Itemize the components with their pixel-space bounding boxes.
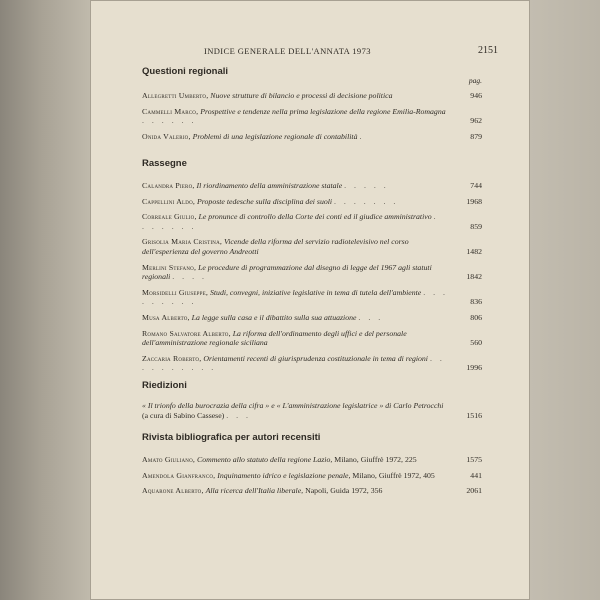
entry-title: Prospettive e tendenze nella prima legislazione della regione Emilia-Romagna bbox=[200, 106, 446, 116]
entry-page: 879 bbox=[470, 131, 482, 141]
index-entry: Calandra Piero, Il riordinamento della amministrazione statale . . . . . 744 bbox=[142, 181, 482, 190]
section-title: Rassegne bbox=[142, 158, 187, 169]
entry-page: 859 bbox=[470, 221, 482, 231]
section-rivista-bibliografica bbox=[142, 432, 482, 502]
entry-title: Le procedure di programmazione dal disegno di legge del 1967 agli statuti regionali bbox=[142, 262, 432, 282]
entry-title: Vicende della riforma del servizio radiotelevisivo nel corso dell'esperienza del governo Andreotti bbox=[142, 237, 409, 256]
section-riedizioni bbox=[142, 380, 482, 426]
index-entry bbox=[142, 455, 482, 465]
entry-author: Allegretti Umberto, bbox=[142, 91, 209, 100]
entry-author: Aquarone Alberto, bbox=[142, 486, 204, 496]
entry-author: Amato Giuliano, bbox=[142, 455, 196, 464]
entry-title: « Il trionfo della burocrazia della cifra » e « L'amministrazione legislatrice » di Carlo Petrocchi bbox=[142, 401, 444, 410]
index-entry bbox=[142, 237, 482, 256]
entry-author: Musa Alberto, bbox=[142, 312, 190, 322]
entry-title: Il riordinamento della amministrazione statale bbox=[196, 181, 343, 190]
entry-author: Onida Valerio, bbox=[142, 131, 191, 141]
page-edge bbox=[530, 0, 600, 600]
entry-tail: (a cura di Sabino Cassese) bbox=[142, 410, 225, 420]
entry-author: Romano Salvatore Alberto, bbox=[142, 328, 231, 338]
entry-title: Commento allo statuto della regione Lazio, bbox=[197, 455, 333, 464]
index-entry bbox=[142, 486, 482, 496]
entry-title: Le pronunce di controllo della Corte dei conti ed il giudice amministrativo bbox=[198, 212, 432, 222]
pag-label: pag. bbox=[468, 76, 482, 85]
entry-author: Correale Giulio, bbox=[142, 212, 197, 222]
entry-title: La riforma dell'ordinamento degli uffici e del personale dell'amministrazione regionale siciliana bbox=[142, 328, 407, 348]
section-title: Questioni regionali bbox=[142, 66, 229, 77]
entry-page: 560 bbox=[470, 338, 482, 348]
header-title: INDICE GENERALE DELL'ANNATA 1973 bbox=[204, 46, 371, 56]
index-entry: Onida Valerio, Problemi di una legislazione regionale di contabilità . 879 bbox=[142, 131, 482, 141]
entry-title: La legge sulla casa e il dibattito sulla sua attuazione bbox=[191, 312, 357, 322]
entry-title: Studi, convegni, iniziative legislative in tema di tutela dell'ambiente bbox=[209, 287, 422, 297]
index-entry: Cammelli Marco, Prospettive e tendenze nella prima legislazione della regione Emilia-Romagna . . . . . . 962 bbox=[142, 106, 482, 126]
entry-author: Amendola Gianfranco, bbox=[142, 470, 216, 480]
index-entry bbox=[142, 471, 482, 481]
entry-author: Merlini Stefano, bbox=[142, 262, 197, 272]
entry-page: 2061 bbox=[466, 486, 482, 496]
entry-title: Problemi di una legislazione regionale di contabilità bbox=[192, 131, 358, 141]
entry-page: 1575 bbox=[466, 455, 482, 464]
entry-page: 962 bbox=[470, 116, 482, 126]
index-page bbox=[90, 0, 530, 600]
index-entry: Morsidelli Giuseppe, Studi, convegni, iniziative legislative in tema di tutela dell'ambiente . . . . . . . . . 836 bbox=[142, 287, 482, 307]
entry-page: 836 bbox=[470, 297, 482, 307]
index-entry: Merlini Stefano, Le procedure di programmazione dal disegno di legge del 1967 agli statuti regionali . . . . 1842 bbox=[142, 262, 482, 282]
entry-page: 1482 bbox=[466, 246, 482, 256]
entry-page: 1516 bbox=[466, 410, 482, 420]
index-entry: Musa Alberto, La legge sulla casa e il dibattito sulla sua attuazione . . . 806 bbox=[142, 312, 482, 322]
entry-author: Grisolia Maria Cristina, bbox=[142, 237, 223, 247]
index-entry: « Il trionfo della burocrazia della cifra » e « L'amministrazione legislatrice » di Carlo Petrocchi (a cura di Sabino Cassese) . . . 1516 bbox=[142, 401, 482, 420]
entry-page: 1842 bbox=[466, 272, 482, 282]
entry-author: Calandra Piero, bbox=[142, 181, 195, 190]
entry-title: Orientamenti recenti di giurisprudenza costituzionale in tema di regioni bbox=[203, 353, 428, 363]
entry-title: Nuove strutture di bilancio e processi di decisione politica bbox=[210, 91, 393, 100]
section-title: Riedizioni bbox=[142, 380, 187, 391]
entry-page: 744 bbox=[470, 181, 482, 190]
section-rassegne bbox=[142, 158, 482, 379]
entry-page: 1996 bbox=[466, 363, 482, 373]
index-entry bbox=[142, 329, 482, 348]
section-questioni-regionali bbox=[142, 66, 482, 147]
entry-author: Cappellini Aldo, bbox=[142, 196, 196, 206]
index-entry: Correale Giulio, Le pronunce di controllo della Corte dei conti ed il giudice amministrativo . . . . . . . 859 bbox=[142, 212, 482, 231]
entry-page: 806 bbox=[470, 312, 482, 322]
entry-page: 1968 bbox=[466, 196, 482, 206]
page-number: 2151 bbox=[478, 45, 498, 56]
entry-title: Inquinamento idrico e legislazione penale, bbox=[217, 470, 351, 480]
entry-tail: Milano, Giuffrè 1972, 225 bbox=[334, 455, 417, 464]
entry-title: Proposte tedesche sulla disciplina dei suoli bbox=[197, 196, 333, 206]
index-entry: Zaccaria Roberto, Orientamenti recenti di giurisprudenza costituzionale in tema di regioni . . . . . . . . . . 1996 bbox=[142, 353, 482, 373]
entry-author: Zaccaria Roberto, bbox=[142, 353, 202, 363]
book-spine-shadow bbox=[0, 0, 92, 600]
index-entry: Cappellini Aldo, Proposte tedesche sulla disciplina dei suoli . . . . . . . 1968 bbox=[142, 196, 482, 206]
index-entry bbox=[142, 91, 482, 101]
entry-tail: Milano, Giuffrè 1972, 405 bbox=[352, 470, 435, 480]
entry-page: 946 bbox=[470, 91, 482, 100]
entry-tail: Napoli, Guida 1972, 356 bbox=[305, 486, 383, 496]
entry-author: Cammelli Marco, bbox=[142, 106, 199, 116]
entry-page: 441 bbox=[470, 470, 482, 480]
section-title: Rivista bibliografica per autori recensiti bbox=[142, 432, 321, 443]
entry-title: Alla ricerca dell'Italia liberale, bbox=[205, 486, 304, 496]
entry-author: Morsidelli Giuseppe, bbox=[142, 287, 209, 297]
